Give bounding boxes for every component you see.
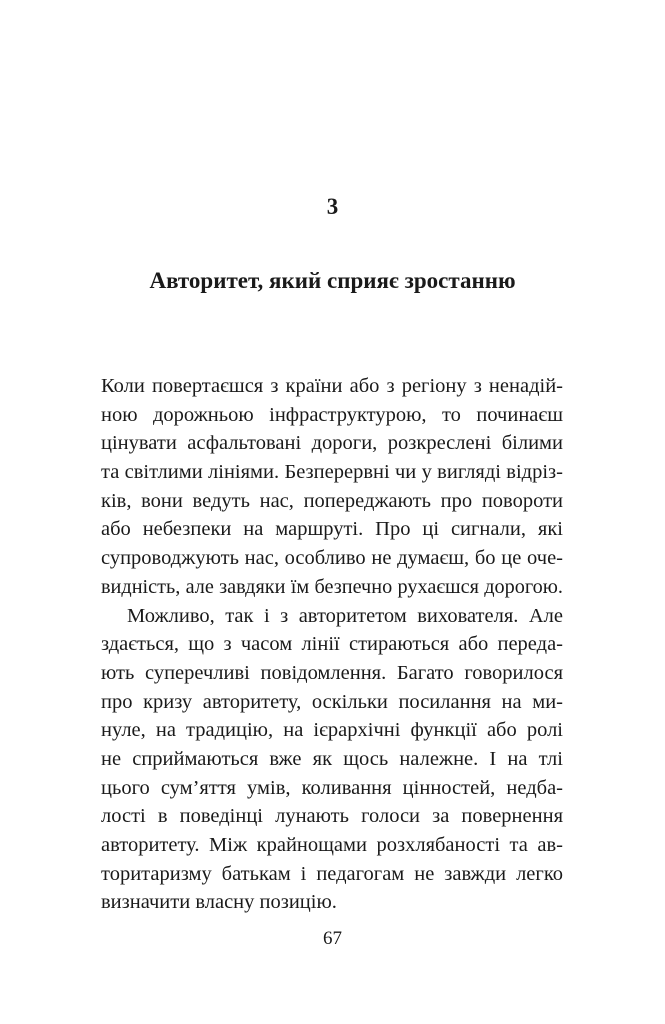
text-line: супроводжують нас, особливо не думаєш, бо це оче- [101,547,563,570]
text-line: ків, вони ведуть нас, попереджають про повороти [101,489,563,512]
text-line: про кризу авторитету, оскільки посилання на ми- [101,690,563,713]
text-line: ють суперечливі повідомлення. Багато говорилося [101,661,563,684]
text-line: авторитету. Між крайнощами розхлябаності та ав- [101,834,563,856]
text-line: не сприймаються вже як щось належне. І на тлі [101,747,563,770]
paragraph-1 [101,372,563,602]
text-line: лості в поведінці лунають голоси за повернення [101,805,563,828]
text-line: визначити власну позицію. [101,891,337,914]
text-line: Коли повертаєшся з країни або з регіону з ненадій- [101,375,563,397]
text-line: цього сум’яття умів, коливання цінностей, недба- [101,776,563,799]
text-line: або небезпеки на маршруті. Про ці сигнали, які [101,518,563,541]
text-line: видність, але завдяки їм безпечно рухаєшся дорогою. [101,575,563,598]
text-line: Можливо, так і з авторитетом вихователя. Але [127,604,563,627]
text-line: та світлими лініями. Безперервні чи у вигляді відріз- [101,461,563,484]
text-line: нуле, на традицію, на ієрархічні функції або ролі [101,719,563,742]
page-number: 67 [323,928,342,949]
text-line: торитаризму батькам і педагогам не завжди легко [101,862,563,885]
body-text [101,372,563,917]
text-line: здається, що з часом лінії стираються або переда- [101,633,563,656]
text-line: цінувати асфальтовані дороги, розкреслені білими [101,432,563,455]
text-line: ною дорожньою інфраструктурою, то починаєш [101,403,563,426]
chapter-title: Авторитет, який сприяє зростанню [149,268,516,293]
paragraph-2 [101,602,563,918]
chapter-number: 3 [326,194,339,219]
